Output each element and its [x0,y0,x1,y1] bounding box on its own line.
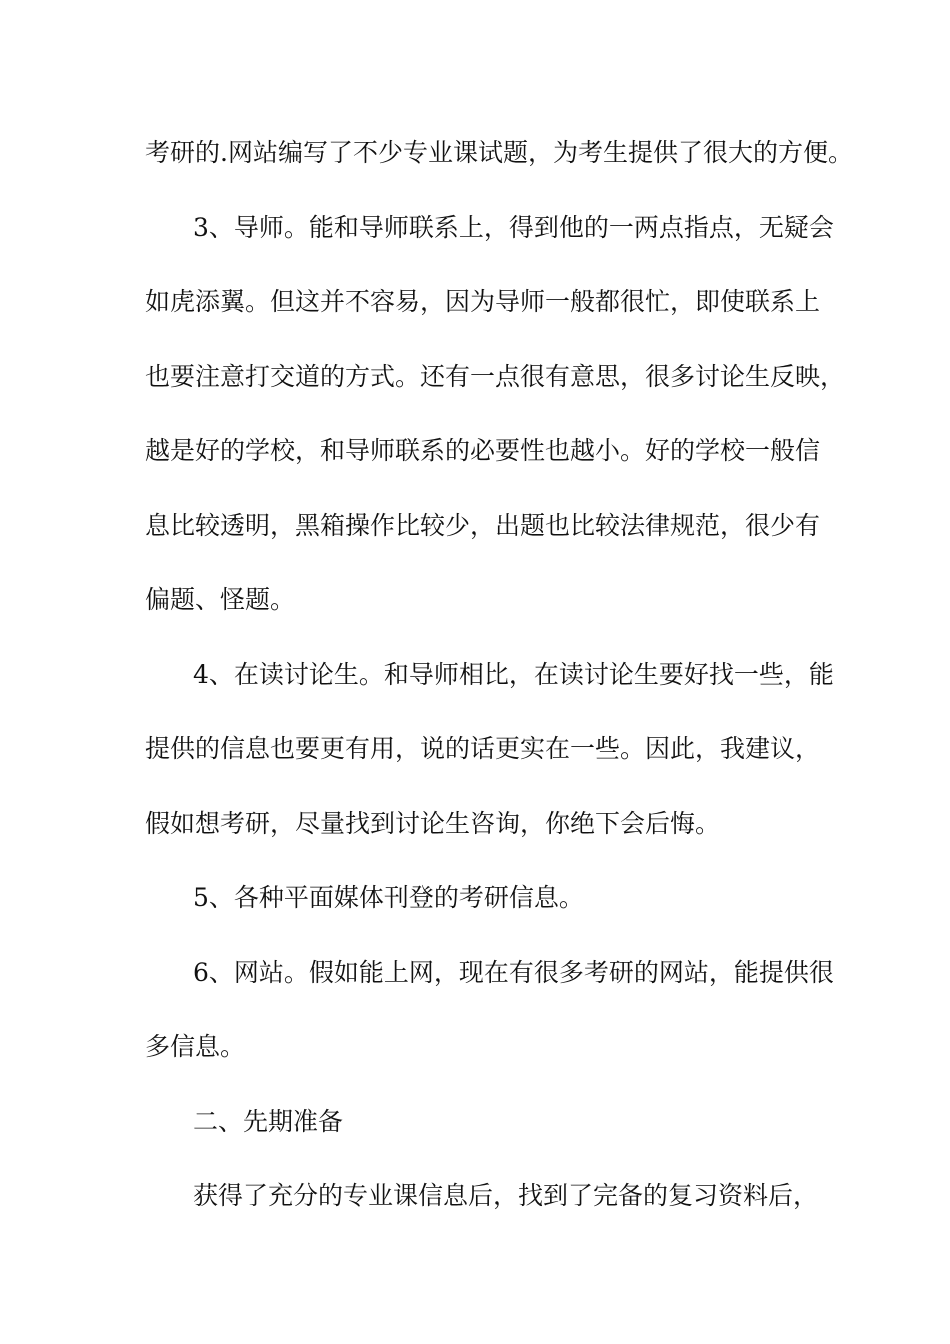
text-line: 提供的信息也要更有用，说的话更实在一些。因此，我建议， [145,734,821,763]
text-line: 假如想考研，尽量找到讨论生咨询，你绝下会后悔。 [145,808,721,838]
text-line: 息比较透明，黑箱操作比较少，出题也比较法律规范，很少有 [145,510,821,540]
text-line: 考研的.网站编写了不少专业课试题，为考生提供了很大的方便。 [145,138,853,167]
text-line: 越是好的学校，和导师联系的必要性也越小。好的学校一般信 [145,436,821,465]
text-line: 偏题、怪题。 [145,585,296,614]
text-line: 也要注意打交道的方式。还有一点很有意思，很多讨论生反映， [145,361,846,391]
paragraph-print-media: 5、各种平面媒体刊登的考研信息。 [193,883,584,912]
paragraph-preparation-start: 获得了充分的专业课信息后，找到了完备的复习资料后， [193,1181,819,1210]
section-heading-preparation: 二、先期准备 [193,1106,344,1136]
body-text [145,130,853,1248]
text-line: 如虎添翼。但这并不容易，因为导师一般都很忙，即使联系上 [145,287,821,316]
paragraph-advisor-start: 3、导师。能和导师联系上，得到他的一两点指点，无疑会 [193,212,834,242]
paragraph-websites-start: 6、网站。假如能上网，现在有很多考研的网站，能提供很 [193,957,834,987]
text-line: 多信息。 [145,1032,246,1061]
paragraph-grad-students-start: 4、在读讨论生。和导师相比，在读讨论生要好找一些，能 [193,659,834,689]
